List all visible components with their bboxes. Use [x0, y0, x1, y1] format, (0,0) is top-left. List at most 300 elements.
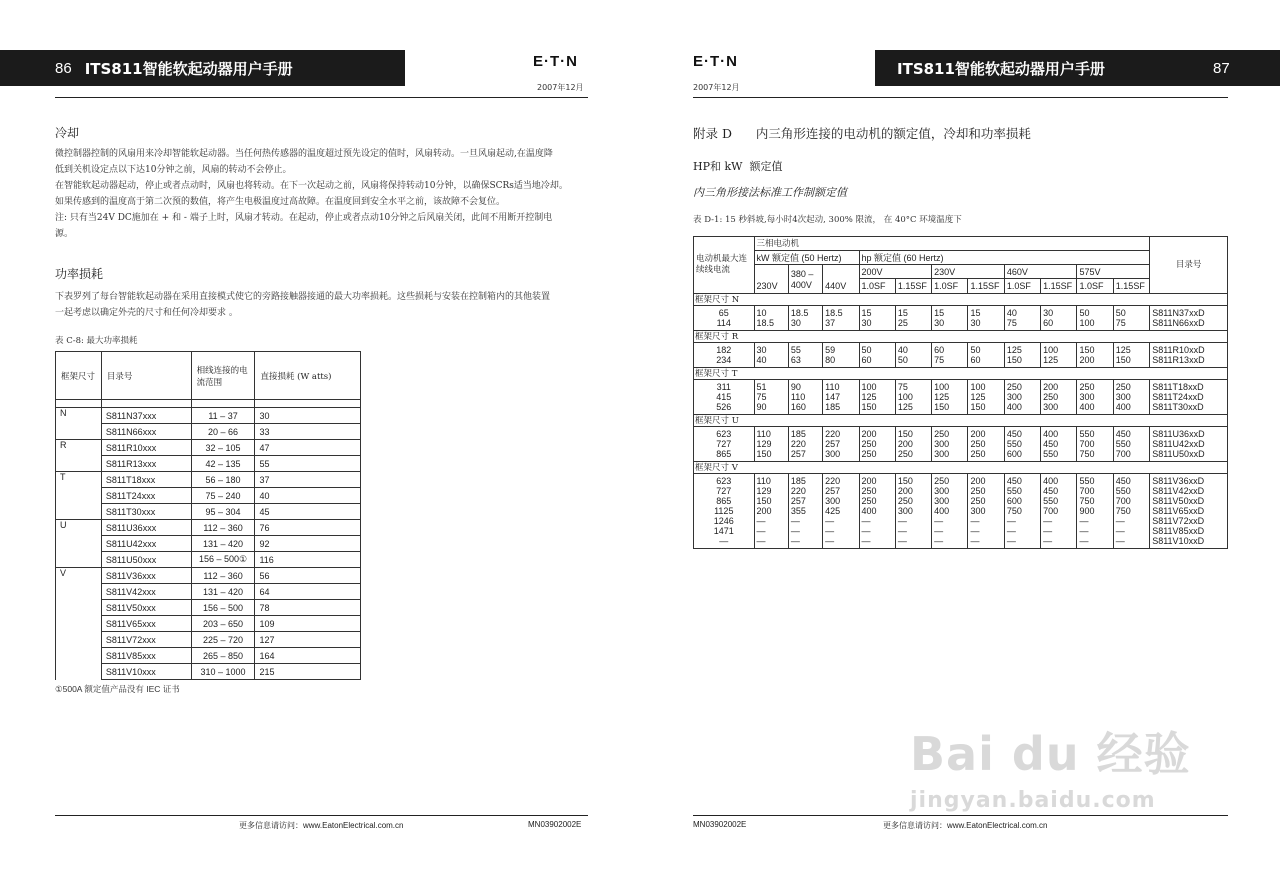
- rating-cell: [932, 343, 968, 368]
- cell-value: 200: [897, 486, 913, 496]
- rating-cell: [895, 474, 931, 549]
- table-row: [56, 536, 361, 552]
- cell-value: 450: [1006, 476, 1022, 486]
- rating-cell: [1077, 380, 1113, 415]
- cell-value: 550: [1115, 439, 1131, 449]
- cell-value: 75: [756, 392, 767, 402]
- catalog-cell: [1150, 306, 1228, 331]
- cell-value: 250: [861, 496, 877, 506]
- cell-value: —: [790, 536, 800, 546]
- cell-value: 110: [756, 429, 771, 439]
- footer-doc-number: MN03902002E: [693, 820, 747, 829]
- cell-value: 600: [1006, 496, 1022, 506]
- table-d1-caption: 表 D-1: 15 秒斜坡,每小时4次起动, 300% 限流， 在 40°C 环境温度下: [693, 215, 962, 225]
- table-row: [56, 616, 361, 632]
- header-rule: [693, 97, 1228, 98]
- cell-value: 185: [790, 476, 806, 486]
- cooling-line: 低到关机设定点以下达10分钟之前，风扇的转动不会停止。: [55, 165, 292, 175]
- rating-cell: [895, 427, 931, 462]
- header-date: 2007年12月: [693, 83, 740, 92]
- cell-value: 750: [1079, 496, 1095, 506]
- spacer-cell: [101, 400, 191, 408]
- sf-label: 1.15SF: [1041, 279, 1077, 294]
- rating-cell: [788, 380, 822, 415]
- cell-value: 59: [825, 345, 836, 355]
- cell-value: —: [1043, 526, 1053, 536]
- cell-value: 60: [970, 355, 981, 365]
- cell-value: —: [934, 536, 944, 546]
- catalog-number-cell: S811N37xxx: [101, 408, 191, 424]
- cell-value: —: [825, 526, 835, 536]
- catalog-number-cell: S811V42xxx: [101, 584, 191, 600]
- cell-value: —: [897, 536, 907, 546]
- cell-value: 355: [790, 506, 806, 516]
- cell-value: S811T18xxD: [1152, 382, 1204, 392]
- cell-value: 150: [897, 429, 913, 439]
- sf-label: 1.15SF: [968, 279, 1004, 294]
- cell-value: 100: [934, 382, 950, 392]
- hp-voltage: 460V: [1004, 265, 1077, 279]
- page-number: 86: [55, 59, 72, 77]
- cell-value: 250: [970, 449, 986, 459]
- rating-cell: [1004, 343, 1040, 368]
- current-range-cell: 131 – 420: [191, 584, 255, 600]
- cell-value: 90: [790, 382, 801, 392]
- table-row: [56, 424, 361, 440]
- cell-value: 400: [934, 506, 950, 516]
- rating-cell: [823, 343, 859, 368]
- cell-value: 125: [897, 402, 913, 412]
- cell-value: 250: [970, 486, 986, 496]
- col-header-catalog: 目录号: [101, 352, 191, 400]
- rating-cell: [1077, 427, 1113, 462]
- cell-value: —: [1043, 536, 1053, 546]
- watts-cell: 116: [255, 552, 361, 568]
- catalog-number-cell: S811U42xxx: [101, 536, 191, 552]
- cell-value: 450: [1043, 439, 1059, 449]
- cell-value: 150: [756, 449, 772, 459]
- rating-cell: [1004, 306, 1040, 331]
- cell-value: 550: [1043, 449, 1059, 459]
- rating-cell: [823, 306, 859, 331]
- rating-cell: [754, 306, 788, 331]
- cell-value: 100: [897, 392, 913, 402]
- catalog-number-cell: S811T30xxx: [101, 504, 191, 520]
- cell-value: S811V42xxD: [1152, 486, 1205, 496]
- cell-value: 700: [1115, 496, 1131, 506]
- watermark-sub: jingyan.baidu.com: [910, 788, 1156, 813]
- cell-value: 600: [1006, 449, 1022, 459]
- cell-value: —: [970, 516, 980, 526]
- frame-size-cell: U: [56, 520, 102, 568]
- cell-value: —: [897, 526, 907, 536]
- cell-value: 300: [1079, 392, 1095, 402]
- rating-cell: [932, 306, 968, 331]
- cell-value: S811N66xxD: [1152, 318, 1205, 328]
- rating-cell: [968, 306, 1004, 331]
- hp-voltage: 200V: [859, 265, 932, 279]
- cell-value: 114: [716, 318, 731, 328]
- cell-value: 300: [934, 496, 950, 506]
- cell-value: 623: [716, 476, 732, 486]
- table-row: [56, 664, 361, 680]
- cell-value: 100: [970, 382, 986, 392]
- rating-cell: [754, 474, 788, 549]
- cell-value: 60: [1043, 318, 1054, 328]
- rating-cell: [932, 380, 968, 415]
- rating-cell: [1041, 306, 1077, 331]
- cell-value: 300: [934, 449, 950, 459]
- frame-size-cell: T: [56, 472, 102, 520]
- frame-label: 框架尺寸 T: [694, 368, 1228, 380]
- watts-cell: 33: [255, 424, 361, 440]
- rating-cell: [895, 380, 931, 415]
- cooling-heading: 冷却: [55, 126, 80, 140]
- right-header-bar: [875, 50, 1280, 86]
- cell-value: 15: [970, 308, 981, 318]
- cell-value: 160: [790, 402, 806, 412]
- max-current-cell: [694, 474, 755, 549]
- table-row: [56, 568, 361, 584]
- cell-value: 900: [1079, 506, 1095, 516]
- power-loss-table: [55, 351, 361, 680]
- cell-value: 182: [716, 345, 732, 355]
- cell-value: 200: [861, 429, 877, 439]
- footer-url: 更多信息请访问：www.EatonElectrical.com.cn: [239, 821, 404, 830]
- spacer-cell: [56, 400, 102, 408]
- kw-rating-header: kW 额定值 (50 Hertz): [754, 251, 859, 265]
- cell-value: 200: [970, 429, 986, 439]
- rating-cell: [823, 380, 859, 415]
- cell-value: 750: [1006, 506, 1022, 516]
- current-range-cell: 203 – 650: [191, 616, 255, 632]
- current-range-cell: 112 – 360: [191, 568, 255, 584]
- cell-value: 51: [756, 382, 767, 392]
- rating-cell: [788, 474, 822, 549]
- cell-value: —: [970, 536, 980, 546]
- watts-cell: 45: [255, 504, 361, 520]
- rating-cell: [968, 380, 1004, 415]
- cell-value: 30: [970, 318, 981, 328]
- cell-value: —: [1079, 516, 1089, 526]
- rating-cell: [1113, 474, 1149, 549]
- rating-cell: [1004, 474, 1040, 549]
- cell-value: 200: [1043, 382, 1059, 392]
- cell-value: 125: [1043, 355, 1059, 365]
- frame-size-cell: R: [56, 440, 102, 472]
- cell-value: —: [861, 526, 871, 536]
- watts-cell: 76: [255, 520, 361, 536]
- sf-label: 1.0SF: [1077, 279, 1113, 294]
- cell-value: 250: [1006, 382, 1022, 392]
- cell-value: 125: [1006, 345, 1022, 355]
- cell-value: —: [897, 516, 907, 526]
- cell-value: 550: [1006, 486, 1022, 496]
- cell-value: 1471: [713, 526, 734, 536]
- cell-value: 15: [897, 308, 908, 318]
- frame-data-row: [694, 474, 1228, 549]
- cell-value: —: [861, 536, 871, 546]
- cell-value: 700: [1115, 449, 1131, 459]
- cell-value: 110: [790, 392, 806, 402]
- cell-value: 50: [1115, 308, 1126, 318]
- cell-value: 250: [1043, 392, 1059, 402]
- cell-value: 550: [1079, 429, 1095, 439]
- left-header-bar: [0, 50, 405, 86]
- max-current-label: 电动机最大连续线电流: [696, 254, 748, 275]
- cell-value: 90: [756, 402, 767, 412]
- rating-cell: [1041, 427, 1077, 462]
- cell-value: 150: [756, 496, 772, 506]
- footnote: ①500A 额定值产品没有 IEC 证书: [55, 684, 180, 694]
- rating-cell: [1113, 343, 1149, 368]
- frame-label: 框架尺寸 N: [694, 294, 1228, 306]
- cell-value: 50: [861, 345, 872, 355]
- cell-value: 10: [756, 308, 767, 318]
- max-current-cell: [694, 306, 755, 331]
- footer-doc-number: MN03902002E: [528, 820, 582, 829]
- cell-value: 300: [934, 439, 950, 449]
- cell-value: —: [1115, 536, 1125, 546]
- cell-value: 1125: [714, 506, 734, 516]
- cell-value: 125: [1115, 345, 1131, 355]
- catalog-header: 目录号: [1150, 237, 1228, 294]
- cell-value: 257: [790, 496, 806, 506]
- rating-cell: [788, 306, 822, 331]
- frame-data-row: [694, 306, 1228, 331]
- watts-cell: 127: [255, 632, 361, 648]
- cooling-line: 如果传感到的温度高于第二次预的数值，将产生电极温度过高故障。在温度回到安全水平之前，该故障不会复位。: [55, 197, 506, 207]
- cell-value: 400: [1043, 476, 1059, 486]
- current-range-cell: 310 – 1000: [191, 664, 255, 680]
- header-title: ITS811智能软起动器用户手册: [84, 59, 293, 78]
- hp-rating-header: hp 额定值 (60 Hertz): [859, 251, 1150, 265]
- cell-value: —: [1079, 536, 1089, 546]
- cell-value: 50: [970, 345, 981, 355]
- frame-data-row: [694, 380, 1228, 415]
- rating-cell: [1004, 380, 1040, 415]
- cell-value: 700: [1043, 506, 1059, 516]
- watts-cell: 92: [255, 536, 361, 552]
- kw-voltage-label: 380 – 400V: [790, 269, 814, 290]
- catalog-number-cell: S811U36xxx: [101, 520, 191, 536]
- frame-size-cell: N: [56, 408, 102, 440]
- cell-value: 311: [716, 382, 731, 392]
- table-c8-caption: 表 C-8: 最大功率损耗: [55, 336, 138, 346]
- cell-value: 75: [1115, 318, 1126, 328]
- cell-value: 257: [825, 486, 841, 496]
- cell-value: 220: [825, 429, 841, 439]
- cell-value: 150: [970, 402, 986, 412]
- current-range-cell: 112 – 360: [191, 520, 255, 536]
- kw-voltage: [788, 265, 822, 294]
- cell-value: —: [756, 516, 766, 526]
- cell-value: —: [825, 536, 835, 546]
- watts-cell: 215: [255, 664, 361, 680]
- cell-value: —: [1006, 516, 1016, 526]
- rating-cell: [895, 343, 931, 368]
- cell-value: —: [970, 526, 980, 536]
- cell-value: 550: [1079, 476, 1095, 486]
- cell-value: 623: [716, 429, 732, 439]
- current-range-cell: 75 – 240: [191, 488, 255, 504]
- cell-value: 550: [1043, 496, 1059, 506]
- rating-cell: [823, 427, 859, 462]
- col-header-frame: 框架尺寸: [56, 352, 102, 400]
- col-header-watts: 直接损耗 (W atts): [255, 352, 361, 400]
- table-row: [56, 472, 361, 488]
- catalog-number-cell: S811R13xxx: [101, 456, 191, 472]
- cell-value: 300: [1006, 392, 1022, 402]
- cell-value: 185: [825, 402, 841, 412]
- table-row: [56, 632, 361, 648]
- cell-value: 300: [825, 449, 841, 459]
- table-row: [56, 456, 361, 472]
- cell-value: 250: [897, 496, 913, 506]
- cell-value: S811U50xxD: [1152, 449, 1205, 459]
- catalog-number-cell: S811N66xxx: [101, 424, 191, 440]
- cell-value: 40: [756, 355, 767, 365]
- cell-value: 60: [861, 355, 872, 365]
- cell-value: 18.5: [825, 308, 843, 318]
- cooling-line: 微控制器控制的风扇用来冷却智能软起动器。当任何热传感器的温度超过预先设定的值时，风扇转动。一旦风扇起动,在温度降: [55, 149, 553, 159]
- cell-value: 30: [790, 318, 801, 328]
- cell-value: 150: [897, 476, 913, 486]
- watermark: [910, 718, 1191, 813]
- rating-cell: [859, 380, 895, 415]
- rating-cell: [1113, 427, 1149, 462]
- cell-value: S811V72xxD: [1152, 516, 1205, 526]
- current-range-cell: 156 – 500: [191, 600, 255, 616]
- header-date: 2007年12月: [537, 83, 584, 92]
- rating-cell: [823, 474, 859, 549]
- cell-value: 100: [1079, 318, 1095, 328]
- cell-value: —: [756, 536, 766, 546]
- cell-value: 250: [861, 439, 877, 449]
- cell-value: 150: [1006, 355, 1022, 365]
- cell-value: S811T24xxD: [1152, 392, 1204, 402]
- rating-cell: [788, 427, 822, 462]
- col-header-current-range: 相线连接的电流范围: [191, 352, 255, 400]
- cell-value: —: [1115, 526, 1125, 536]
- cell-value: 400: [1043, 429, 1059, 439]
- cell-value: 150: [1079, 345, 1095, 355]
- cell-value: 400: [1115, 402, 1131, 412]
- cell-value: 40: [1006, 308, 1017, 318]
- cell-value: 129: [756, 439, 772, 449]
- catalog-number-cell: S811V10xxx: [101, 664, 191, 680]
- rating-cell: [968, 474, 1004, 549]
- watts-cell: 30: [255, 408, 361, 424]
- table-row: [56, 520, 361, 536]
- table-row: [56, 504, 361, 520]
- hp-voltage: 230V: [932, 265, 1005, 279]
- cell-value: 75: [934, 355, 945, 365]
- cooling-line: 注: 只有当24V DC施加在 + 和 - 端子上时，风扇才转动。在起动，停止或者点动10分钟之后风扇关闭，此间不用断开控制电: [55, 213, 553, 223]
- rating-cell: [754, 380, 788, 415]
- cell-value: 110: [825, 382, 840, 392]
- current-range-cell: 20 – 66: [191, 424, 255, 440]
- rating-cell: [968, 343, 1004, 368]
- rating-cell: [1113, 380, 1149, 415]
- cell-value: 60: [934, 345, 945, 355]
- cell-value: 700: [1079, 439, 1095, 449]
- cell-value: 300: [897, 506, 913, 516]
- current-range-cell: 131 – 420: [191, 536, 255, 552]
- cell-value: 220: [790, 439, 806, 449]
- watts-cell: 78: [255, 600, 361, 616]
- power-loss-line: 下表罗列了每台智能软起动器在采用直接模式使它的旁路接触器接通的最大功率损耗。这些损耗与安装在控制箱内的其他装置: [55, 292, 551, 302]
- rating-cell: [932, 474, 968, 549]
- cell-value: 50: [897, 355, 908, 365]
- cell-value: 125: [970, 392, 986, 402]
- cell-value: 865: [716, 449, 732, 459]
- cell-value: 250: [934, 476, 950, 486]
- cell-value: 425: [825, 506, 841, 516]
- cell-value: 150: [1115, 355, 1131, 365]
- cell-value: S811N37xxD: [1152, 308, 1205, 318]
- rating-cell: [859, 474, 895, 549]
- sf-label: 1.0SF: [859, 279, 895, 294]
- rating-cell: [968, 427, 1004, 462]
- page-number: 87: [1213, 59, 1230, 77]
- cell-value: 450: [1115, 476, 1131, 486]
- cell-value: 750: [1115, 506, 1131, 516]
- catalog-number-cell: S811T18xxx: [101, 472, 191, 488]
- cell-value: 250: [897, 449, 913, 459]
- cell-value: 450: [1006, 429, 1022, 439]
- cell-value: —: [1079, 526, 1089, 536]
- rating-cell: [1077, 343, 1113, 368]
- cell-value: 550: [1006, 439, 1022, 449]
- cell-value: 30: [934, 318, 945, 328]
- current-range-cell: 225 – 720: [191, 632, 255, 648]
- max-current-cell: [694, 380, 755, 415]
- cell-value: 125: [934, 392, 950, 402]
- watts-cell: 164: [255, 648, 361, 664]
- table-row: [56, 408, 361, 424]
- cell-value: —: [1043, 516, 1053, 526]
- frame-label: 框架尺寸 R: [694, 331, 1228, 343]
- sf-label: 1.0SF: [932, 279, 968, 294]
- cell-value: S811V10xxD: [1152, 536, 1205, 546]
- cell-value: 400: [861, 506, 877, 516]
- kw-voltage: 440V: [823, 265, 859, 294]
- cell-value: —: [934, 526, 944, 536]
- cell-value: 220: [790, 486, 806, 496]
- catalog-number-cell: S811V85xxx: [101, 648, 191, 664]
- spacer-cell: [255, 400, 361, 408]
- frame-label-row: [694, 462, 1228, 474]
- cell-value: S811T30xxD: [1152, 402, 1204, 412]
- cell-value: 234: [716, 355, 732, 365]
- cell-value: —: [790, 526, 800, 536]
- cell-value: 75: [897, 382, 908, 392]
- cooling-line: 在智能软起动器起动，停止或者点动时，风扇也将转动。在下一次起动之前，风扇将保持转动10分钟，以确保SCRs适当地冷却。: [55, 181, 568, 191]
- cell-value: 250: [861, 486, 877, 496]
- frame-label-row: [694, 415, 1228, 427]
- cell-value: 250: [934, 429, 950, 439]
- current-range-cell: 32 – 105: [191, 440, 255, 456]
- frame-label: 框架尺寸 U: [694, 415, 1228, 427]
- cell-value: 400: [1006, 402, 1022, 412]
- watts-cell: 64: [255, 584, 361, 600]
- catalog-number-cell: S811T24xxx: [101, 488, 191, 504]
- current-range-cell: 156 – 500①: [191, 552, 255, 568]
- watts-cell: 40: [255, 488, 361, 504]
- rating-cell: [788, 343, 822, 368]
- header-title: ITS811智能软起动器用户手册: [897, 59, 1105, 78]
